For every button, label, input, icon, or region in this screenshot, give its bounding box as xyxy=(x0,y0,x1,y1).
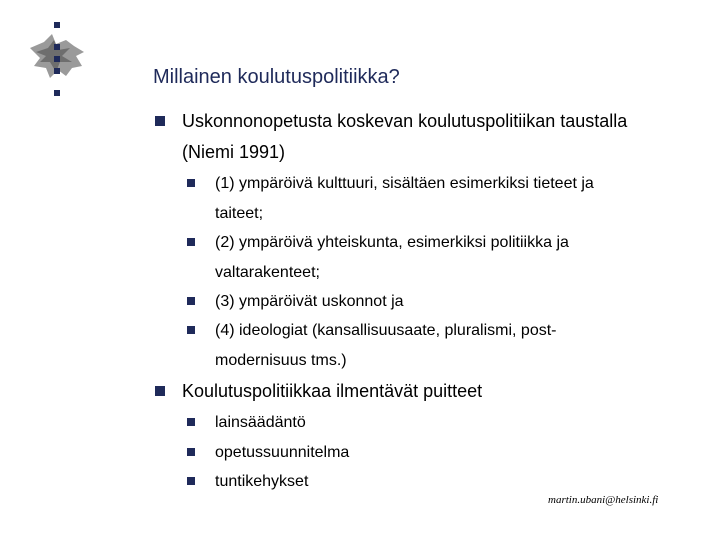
square-bullet-icon xyxy=(187,326,195,334)
bullet-item xyxy=(182,106,627,136)
sub-bullet-item xyxy=(215,169,594,198)
square-bullet-icon xyxy=(187,418,195,426)
bullet-text: Uskonnonopetusta koskevan koulutuspolitiikan taustalla xyxy=(182,111,628,131)
footer-email: martin.ubani@helsinki.fi xyxy=(548,494,659,506)
sub-bullet-text: lainsäädäntö xyxy=(215,414,306,431)
square-bullet-icon xyxy=(187,297,195,305)
sub-bullet-item xyxy=(215,467,308,496)
sub-bullet-continuation: modernisuus tms.) xyxy=(215,352,347,369)
sub-bullet-text: tuntikehykset xyxy=(215,473,309,490)
sub-bullet-text: opetussuunnitelma xyxy=(215,444,350,461)
university-logo-icon xyxy=(22,22,92,96)
square-bullet-icon xyxy=(187,477,195,485)
square-bullet-icon xyxy=(155,116,165,126)
sub-bullet-continuation: valtarakenteet; xyxy=(215,264,320,281)
sub-bullet-text: (3) ympäröivät uskonnot ja xyxy=(215,293,404,310)
bullet-continuation: (Niemi 1991) xyxy=(182,142,286,162)
square-bullet-icon xyxy=(187,179,195,187)
square-bullet-icon xyxy=(155,386,165,396)
sub-bullet-item xyxy=(215,228,569,257)
sub-bullet-text: (2) ympäröivä yhteiskunta, esimerkiksi politiikka ja xyxy=(215,234,569,251)
sub-bullet-text: (1) ympäröivä kulttuuri, sisältäen esimerkiksi tieteet ja xyxy=(215,175,594,192)
sub-bullet-continuation: taiteet; xyxy=(215,205,264,222)
square-bullet-icon xyxy=(187,448,195,456)
sub-bullet-item xyxy=(215,438,349,467)
sub-bullet-item xyxy=(215,408,306,437)
square-bullet-icon xyxy=(187,238,195,246)
sub-bullet-item xyxy=(215,316,557,345)
bullet-item xyxy=(182,376,482,406)
sub-bullet-text: (4) ideologiat (kansallisuusaate, pluralismi, post- xyxy=(215,322,557,339)
slide-title: Millainen koulutuspolitiikka? xyxy=(153,66,400,88)
bullet-text: Koulutuspolitiikkaa ilmentävät puitteet xyxy=(182,381,483,401)
sub-bullet-item xyxy=(215,287,404,316)
